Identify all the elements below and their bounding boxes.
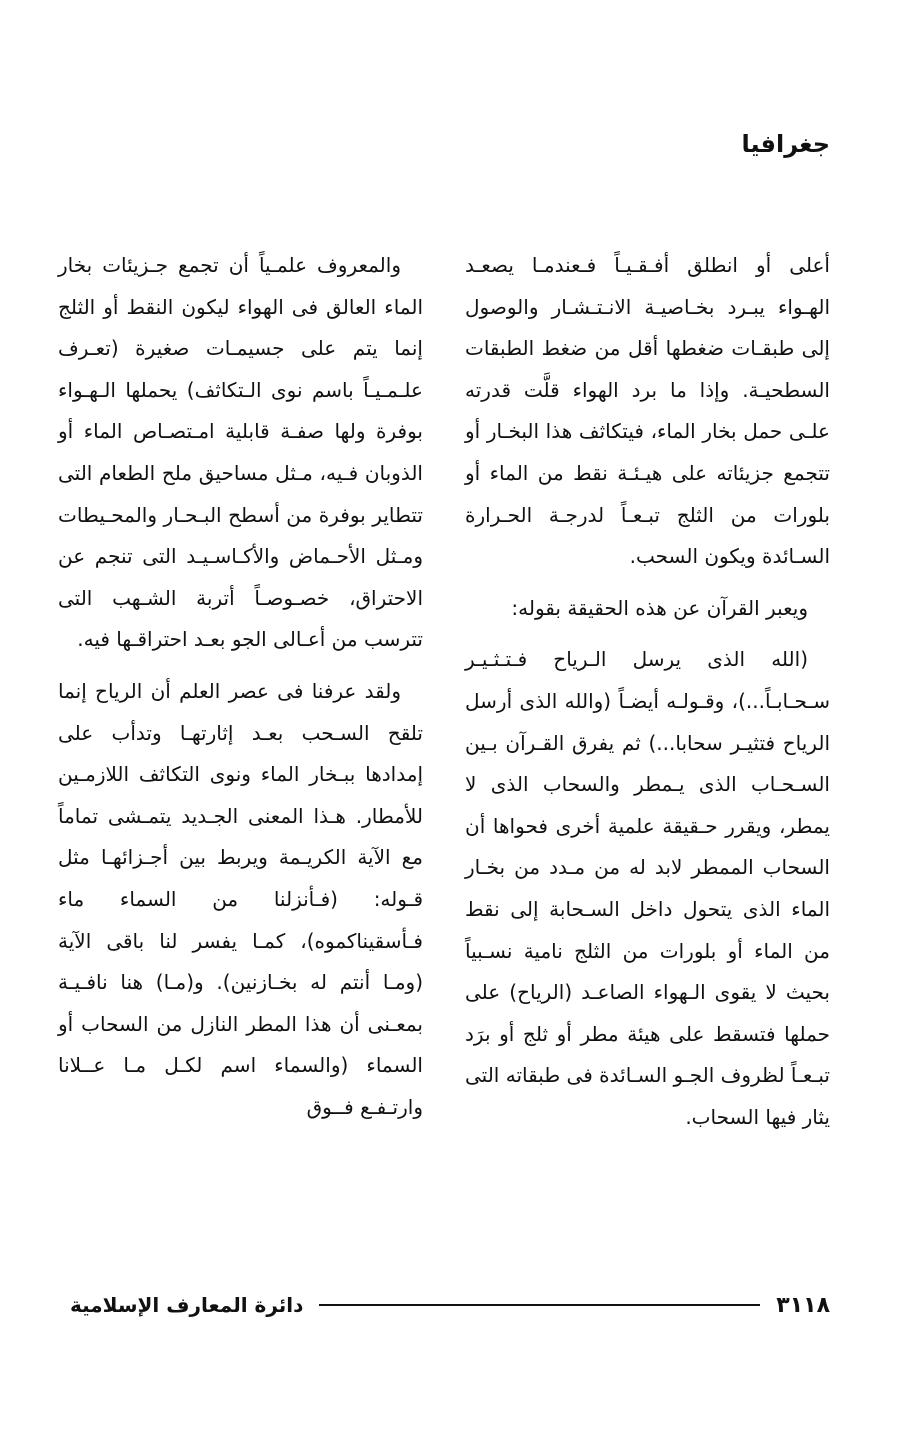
publication-title: دائرة المعارف الإسلامية xyxy=(70,1293,304,1317)
section-title: جغرافيا xyxy=(741,130,830,158)
right-column xyxy=(465,245,830,1148)
paragraph: أعلى أو انطلق أفـقـيـاً فـعندمـا يصعـد الهـواء يبـرد بخـاصيـة الانـتـشـار والوصول إلى طبقـات ضغطها أقل من ضغط الطبقات السطحيـة. وإذا ما برد الهواء قلَّت قدرته علـى حمل بخار الماء، فيتكاثف هذا البخـار أو تتجمع جزيئاته على هيـئـة نقط من الماء أو بلورات من الثلج تبـعـاً لدرجـة الحـرارة السـائدة ويكون السحب. xyxy=(465,253,830,569)
paragraph: ويعبر القرآن عن هذه الحقيقة بقوله: xyxy=(511,595,808,620)
paragraph: ولقد عرفنا فى عصر العلم أن الرياح إنما تلقح السـحب بعـد إثارتهـا وتدأب على إمدادها ببـخار الماء ونوى التكاثف اللازمـين للأمطار. هـذا المعنى الجـديد يتمـشى تماماً مع الآية الكريـمة ويربط بين أجـزائهـا مثل قـوله: (فـأنزلنا من السماء ماء فـأسقيناكموه)، كمـا يفسر لنا باقى الآية (ومـا أنتم له بخـازنين). و(مـا) هنا نافـيـة بمعـنى أن هذا المطر النازل من السحاب أو السماء (والسماء اسم لكـل مـا عــلانا وارتـفـع فــوق xyxy=(58,678,423,1119)
page-footer xyxy=(70,1290,830,1320)
footer-divider xyxy=(319,1304,760,1306)
paragraph: والمعروف علمـياً أن تجمع جـزيئات بخار الماء العالق فى الهواء ليكون النقط أو الثلج إنما يتم على جسيمـات صغيرة (تعـرف علـمـيـاً باسم نوى الـتكاثف) يحملها الـهـواء بوفرة ولها صفـة قابلية امـتصـاص الماء أو الذوبان فـيه، مـثل مساحيق ملح الطعام التى تتطاير بوفرة من أسطح البـحـار والمحـيطات ومـثل الأحـماض والأكـاسـيـد التى تنجم عن الاحتراق، خصـوصـاً أتربة الشـهب التى تترسب من أعـالى الجو بعـد احتراقـها فيه. xyxy=(58,253,423,652)
left-column xyxy=(58,245,423,1138)
page-number: ٣١١٨ xyxy=(776,1292,830,1318)
paragraph: (الله الذى يرسل الـرياح فـتـثـيـر سـحـابـاً...)، وقـولـه أيضـاً (والله الذى أرسل الرياح فتثيـر سحابا...) ثم يفرق القـرآن بـين السـحـاب الذى يـمطر والسحاب الذى لا يمطر، ويقرر حـقيقة علمية أخرى فحواها أن السحاب الممطر لابد له من مـدد من بخـار الماء الذى يتحول داخل السـحابة إلى نقط من الماء أو بلورات من الثلج نامية نسـبياً بحيث لا يقوى الـهواء الصاعـد (الرياح) على حملها فتسقط على هيئة مطر أو ثلج أو برَد تبـعـاً لظروف الجـو السـائدة فى طبقاته التى يثار فيها السحاب. xyxy=(465,647,830,1129)
